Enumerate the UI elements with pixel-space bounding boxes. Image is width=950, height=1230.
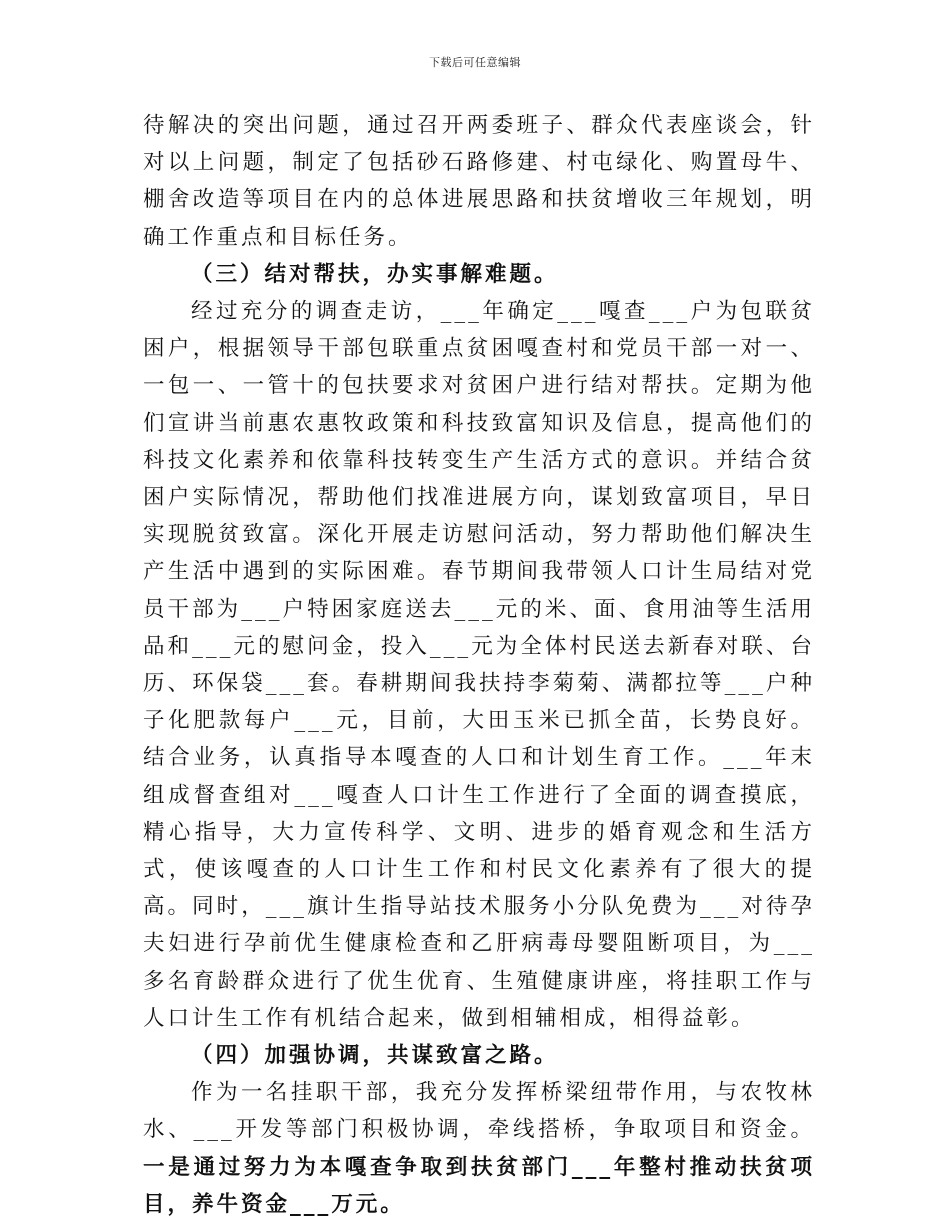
paragraph-coordination-bold: 一是通过努力为本嘎查争取到扶贫部门___年整村推动扶贫项目，养牛资金___万元。 <box>143 1154 815 1217</box>
page-header: 下载后可任意编辑 <box>429 56 521 69</box>
section-heading-3: （三）结对帮扶，办实事解难题。 <box>191 261 559 287</box>
document-body <box>143 107 815 1223</box>
section-heading-4: （四）加强协调，共谋致富之路。 <box>191 1043 559 1069</box>
paragraph-coordination <box>143 1074 815 1223</box>
paragraph-continuation: 待解决的突出问题，通过召开两委班子、群众代表座谈会，针对以上问题，制定了包括砂石路修建、村屯绿化、购置母牛、棚舍改造等项目在内的总体进展思路和扶贫增收三年规划，明确工作重点和目标任务。 <box>143 113 815 250</box>
paragraph-coordination-text: 作为一名挂职干部，我充分发挥桥梁纽带作用，与农牧林水、___开发等部门积极协调，牵线搭桥，争取项目和资金。 <box>143 1080 815 1143</box>
paragraph-pairing-assistance: 经过充分的调查走访，___年确定___嘎查___户为包联贫困户，根据领导干部包联重点贫困嘎查村和党员干部一对一、一包一、一管十的包扶要求对贫困户进行结对帮扶。定期为他们宣讲当前惠农惠牧政策和科技致富知识及信息，提高他们的科技文化素养和依靠科技转变生产生活方式的意识。并结合贫困户实际情况，帮助他们找准进展方向，谋划致富项目，早日实现脱贫致富。深化开展走访慰问活动，努力帮助他们解决生产生活中遇到的实际困难。春节期间我带领人口计生局结对党员干部为___户特困家庭送去___元的米、面、食用油等生活用品和___元的慰问金，投入___元为全体村民送去新春对联、台历、环保袋___套。春耕期间我扶持李菊菊、满都拉等___户种子化肥款每户___元，目前，大田玉米已抓全苗，长势良好。结合业务，认真指导本嘎查的人口和计划生育工作。___年末组成督查组对___嘎查人口计生工作进行了全面的调查摸底，精心指导，大力宣传科学、文明、进步的婚育观念和生活方式，使该嘎查的人口计生工作和村民文化素养有了很大的提高。同时，___旗计生指导站技术服务小分队免费为___对待孕夫妇进行孕前优生健康检查和乙肝病毒母婴阻断项目，为___多名育龄群众进行了优生优育、生殖健康讲座，将挂职工作与人口计生工作有机结合起来，做到相辅相成，相得益彰。 <box>143 299 815 1031</box>
